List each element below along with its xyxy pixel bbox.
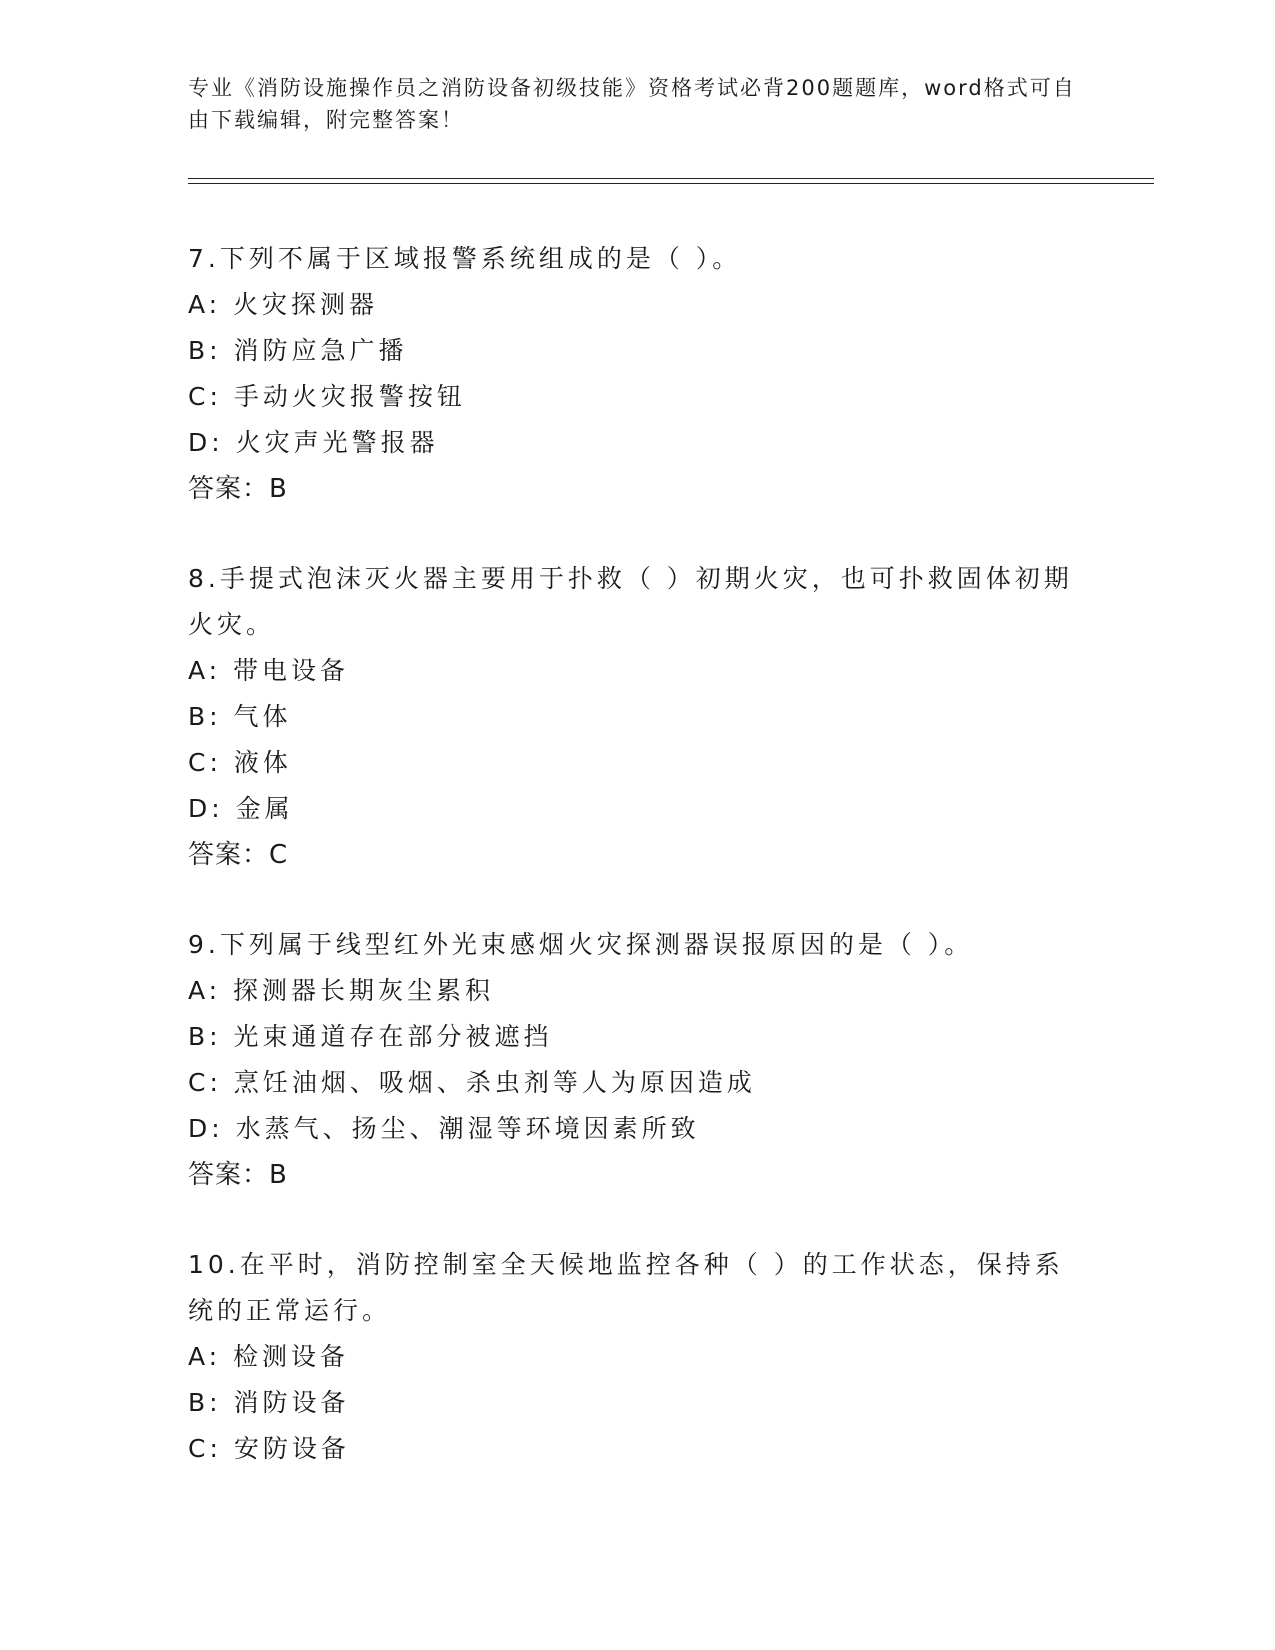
- question-stem: 7.下列不属于区域报警系统组成的是（ ）。: [188, 244, 742, 273]
- option-d: D: 火灾声光警报器: [188, 428, 439, 457]
- header-rule-bottom: [188, 183, 1154, 184]
- option-c: C: 手动火灾报警按钮: [188, 382, 466, 411]
- answer: 答案：B: [188, 474, 288, 504]
- answer: 答案：B: [188, 1160, 288, 1190]
- option-c: C: 烹饪油烟、吸烟、杀虫剂等人为原因造成: [188, 1068, 756, 1097]
- question-stem: 8.手提式泡沫灭火器主要用于扑救（ ）初期火灾，也可扑救固体初期火灾。: [188, 564, 1073, 639]
- option-c: C: 安防设备: [188, 1434, 350, 1463]
- header-rule-top: [188, 178, 1154, 179]
- question-stem: 10.在平时，消防控制室全天候地监控各种（ ）的工作状态，保持系统的正常运行。: [188, 1250, 1064, 1325]
- answer: 答案：C: [188, 840, 289, 870]
- option-b: B: 消防设备: [188, 1388, 350, 1417]
- option-b: B: 光束通道存在部分被遮挡: [188, 1022, 553, 1051]
- document-header: 专业《消防设施操作员之消防设备初级技能》资格考试必背200题题库，word格式可自由下载编辑，附完整答案！: [188, 76, 1076, 132]
- question-list: [188, 236, 1088, 1516]
- question-stem: 9.下列属于线型红外光束感烟火灾探测器误报原因的是（ ）。: [188, 930, 974, 959]
- option-a: A: 带电设备: [188, 656, 350, 685]
- option-d: D: 金属: [188, 794, 294, 823]
- option-a: A: 火灾探测器: [188, 290, 379, 319]
- option-c: C: 液体: [188, 748, 292, 777]
- question-8: [188, 556, 1088, 878]
- option-a: A: 检测设备: [188, 1342, 350, 1371]
- option-b: B: 气体: [188, 702, 292, 731]
- option-b: B: 消防应急广播: [188, 336, 408, 365]
- question-10: [188, 1242, 1088, 1472]
- option-a: A: 探测器长期灰尘累积: [188, 976, 495, 1005]
- question-9: [188, 922, 1088, 1198]
- option-d: D: 水蒸气、扬尘、潮湿等环境因素所致: [188, 1114, 700, 1143]
- question-7: [188, 236, 1088, 512]
